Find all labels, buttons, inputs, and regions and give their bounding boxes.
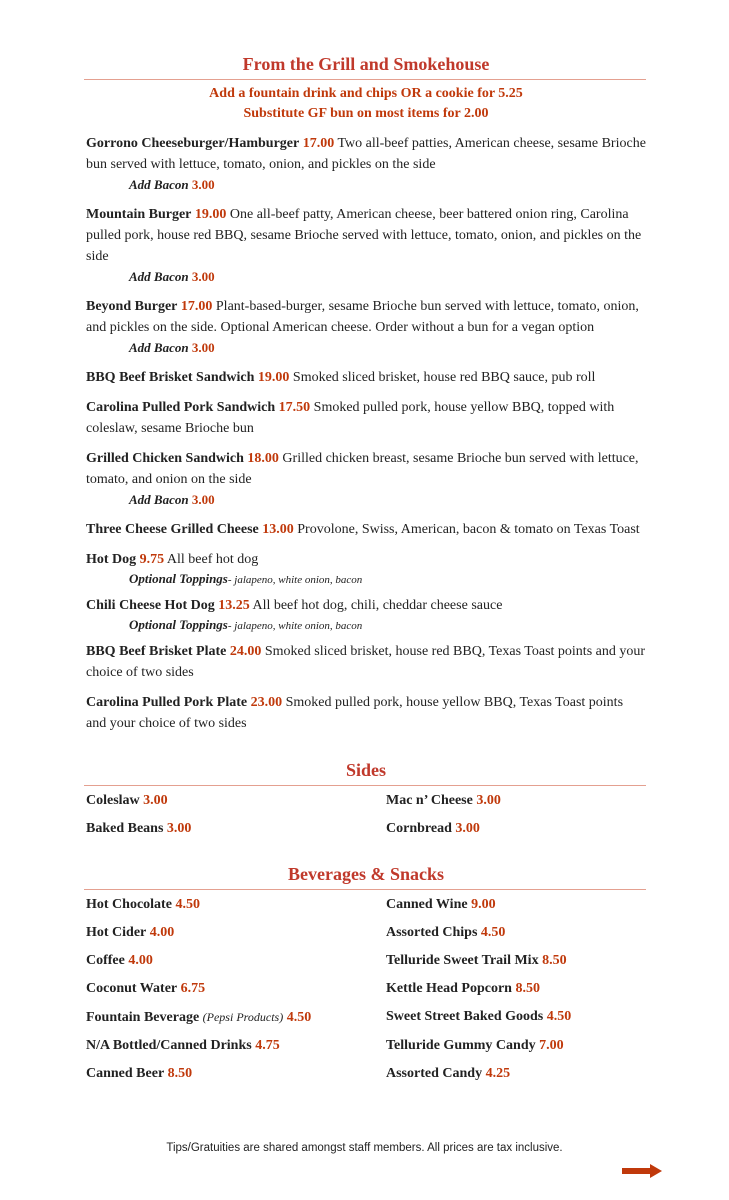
menu-item: [86, 296, 646, 338]
item-price: 3.00: [455, 821, 480, 836]
item-price: 4.50: [480, 925, 506, 940]
item-price: 9.75: [139, 552, 165, 567]
menu-item: [86, 692, 646, 734]
item-price: 3.00: [166, 821, 192, 836]
beverage-item: [86, 950, 386, 972]
item-description: Plant-based-burger, sesame Brioche bun served with lettuce, tomato, onion, and pickles on the side. Optional American cheese. Order without a bun for a vegan option: [86, 299, 639, 335]
beverage-item: [386, 922, 646, 944]
beverage-item: [86, 1006, 386, 1029]
addon-price: 3.00: [191, 269, 215, 284]
addon-name: Add Bacon: [129, 492, 189, 507]
item-price: 4.75: [255, 1038, 280, 1053]
menu-item: [86, 641, 646, 683]
item-price: 18.00: [247, 451, 279, 466]
item-name: Cornbread: [386, 821, 452, 836]
item-name: Gorrono Cheeseburger/Hamburger: [86, 136, 300, 151]
beverage-item: [386, 894, 646, 916]
item-name: Grilled Chicken Sandwich: [86, 451, 244, 466]
item-description: Smoked sliced brisket, house red BBQ, Texas Toast points and your choice of two sides: [86, 644, 646, 680]
item-name: Canned Wine: [386, 897, 468, 912]
menu-item: [86, 397, 646, 439]
menu-item: [86, 448, 646, 490]
menu-item: [86, 204, 646, 267]
item-name: Telluride Sweet Trail Mix: [386, 953, 539, 968]
item-name: Kettle Head Popcorn: [386, 981, 512, 996]
menu-item: [86, 549, 646, 570]
toppings-label: Optional Toppings: [129, 571, 228, 586]
item-price: 13.00: [262, 522, 294, 537]
sides-list: [86, 790, 646, 840]
item-price: 17.00: [302, 136, 335, 151]
section-divider: [84, 79, 646, 80]
item-name: Mountain Burger: [86, 207, 192, 222]
item-name: Assorted Chips: [386, 925, 478, 940]
item-price: 4.25: [485, 1066, 511, 1081]
item-name: Hot Cider: [86, 925, 147, 940]
item-price: 19.00: [257, 370, 290, 385]
promo-drink-chips: Add a fountain drink and chips OR a cookie for 5.25: [209, 86, 523, 101]
item-price: 4.50: [286, 1010, 312, 1025]
item-toppings: [86, 570, 646, 589]
item-price: 17.50: [278, 400, 311, 415]
side-item: [386, 818, 646, 840]
item-price: 8.50: [542, 953, 567, 968]
item-addon: [86, 338, 646, 358]
item-name: Beyond Burger: [86, 299, 178, 314]
item-description: Smoked sliced brisket, house red BBQ sauce, pub roll: [292, 370, 596, 385]
item-price: 13.25: [218, 598, 250, 613]
item-name: Baked Beans: [86, 821, 164, 836]
item-price: 17.00: [180, 299, 213, 314]
toppings-list: - jalapeno, white onion, bacon: [227, 574, 363, 586]
beverage-item: [86, 1063, 386, 1085]
menu-item: [86, 595, 646, 616]
item-price: 3.00: [143, 793, 168, 808]
beverages-list: [86, 894, 646, 1085]
item-price: 8.50: [515, 981, 540, 996]
item-name: Coleslaw: [86, 793, 140, 808]
item-name: Coconut Water: [86, 981, 178, 996]
beverage-item: [86, 978, 386, 1000]
addon-price: 3.00: [191, 177, 215, 192]
side-item: [86, 790, 386, 812]
beverage-item: [386, 950, 646, 972]
item-addon: [86, 490, 646, 510]
beverages-section-title: Beverages & Snacks: [288, 864, 444, 884]
item-price: 23.00: [250, 695, 283, 710]
item-name: Telluride Gummy Candy: [386, 1038, 536, 1053]
section-divider: [84, 889, 646, 890]
item-price: 4.50: [546, 1009, 572, 1024]
item-name: Assorted Candy: [386, 1066, 483, 1081]
item-name: Chili Cheese Hot Dog: [86, 598, 215, 613]
grill-section-title: From the Grill and Smokehouse: [242, 54, 490, 74]
item-price: 6.75: [180, 981, 206, 996]
item-description: All beef hot dog, chili, cheddar cheese sauce: [252, 598, 503, 613]
item-description: One all-beef patty, American cheese, beer battered onion ring, Carolina pulled pork, house red BBQ, sesame Brioche served with lettuce, tomato, onion, and pickles on the side: [86, 207, 642, 264]
item-description: Smoked pulled pork, house yellow BBQ, Texas Toast points and your choice of two sides: [86, 695, 624, 731]
item-name: Coffee: [86, 953, 125, 968]
item-price: 8.50: [167, 1066, 193, 1081]
beverage-item: [86, 1035, 386, 1057]
item-name: Three Cheese Grilled Cheese: [86, 522, 259, 537]
right-arrow-icon[interactable]: [622, 1164, 662, 1178]
item-name: N/A Bottled/Canned Drinks: [86, 1038, 252, 1053]
grill-items: [86, 133, 646, 734]
item-price: 24.00: [229, 644, 262, 659]
item-name: Sweet Street Baked Goods: [386, 1009, 544, 1024]
promo-gf-bun: Substitute GF bun on most items for 2.00: [243, 106, 489, 121]
addon-price: 3.00: [191, 340, 215, 355]
menu-item: [86, 367, 646, 388]
addon-name: Add Bacon: [129, 340, 189, 355]
item-name: Hot Chocolate: [86, 897, 172, 912]
menu-item: [86, 133, 646, 175]
item-price: 4.00: [128, 953, 153, 968]
sides-section-title: Sides: [345, 760, 387, 780]
side-item: [86, 818, 386, 840]
addon-price: 3.00: [191, 492, 215, 507]
item-toppings: [86, 616, 646, 635]
item-price: 4.00: [149, 925, 175, 940]
beverage-item: [86, 894, 386, 916]
toppings-label: Optional Toppings: [129, 617, 228, 632]
beverage-item: [386, 1035, 646, 1057]
item-name: Hot Dog: [86, 552, 137, 567]
beverage-item: [86, 922, 386, 944]
item-note: (Pepsi Products): [202, 1010, 284, 1024]
beverage-item: [386, 1063, 646, 1085]
addon-name: Add Bacon: [129, 177, 189, 192]
item-description: Smoked pulled pork, house yellow BBQ, topped with coleslaw, sesame Brioche bun: [86, 400, 615, 436]
item-name: Canned Beer: [86, 1066, 165, 1081]
item-description: Provolone, Swiss, American, bacon & tomato on Texas Toast: [297, 522, 640, 537]
menu-page: [86, 0, 646, 1085]
side-item: [386, 790, 646, 812]
item-price: 9.00: [471, 897, 496, 912]
item-description: Grilled chicken breast, sesame Brioche bun served with lettuce, tomato, and onion on the side: [86, 451, 639, 487]
item-name: BBQ Beef Brisket Sandwich: [86, 370, 255, 385]
item-name: Mac n’ Cheese: [386, 793, 473, 808]
item-price: 3.00: [476, 793, 501, 808]
footer-note: Tips/Gratuities are shared amongst staff members. All prices are tax inclusive.: [166, 1142, 563, 1154]
beverage-item: [386, 1006, 646, 1029]
item-addon: [86, 267, 646, 287]
item-description: Two all-beef patties, American cheese, sesame Brioche bun served with lettuce, tomato, onion, and pickles on the side: [86, 136, 646, 172]
item-name: Carolina Pulled Pork Plate: [86, 695, 248, 710]
item-price: 19.00: [194, 207, 227, 222]
item-description: All beef hot dog: [166, 552, 259, 567]
item-price: 4.50: [175, 897, 200, 912]
addon-name: Add Bacon: [129, 269, 189, 284]
item-price: 7.00: [539, 1038, 564, 1053]
section-divider: [84, 785, 646, 786]
item-name: Carolina Pulled Pork Sandwich: [86, 400, 276, 415]
menu-item: [86, 519, 646, 540]
item-name: BBQ Beef Brisket Plate: [86, 644, 227, 659]
item-addon: [86, 175, 646, 195]
item-name: Fountain Beverage: [86, 1010, 200, 1025]
toppings-list: - jalapeno, white onion, bacon: [227, 620, 363, 632]
beverage-item: [386, 978, 646, 1000]
